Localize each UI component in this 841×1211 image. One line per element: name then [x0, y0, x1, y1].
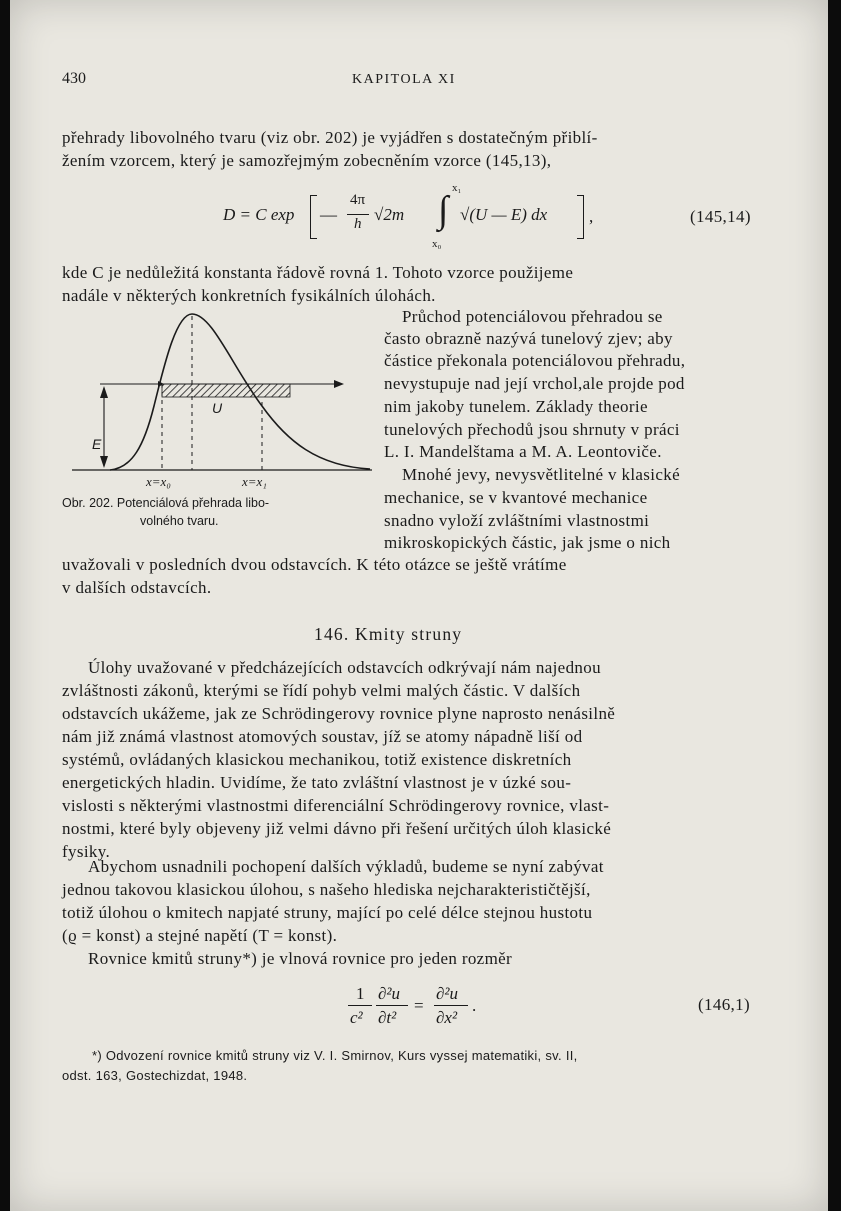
label-x1: x=x₁ [242, 474, 267, 489]
eq2-f1-bar [348, 1005, 372, 1006]
para5-line4: (ϱ = konst) a stejné napětí (T = konst). [62, 926, 338, 945]
eq1-lhs: D = C exp [223, 205, 295, 224]
footnote-line2: odst. 163, Gostechizdat, 1948. [62, 1068, 248, 1083]
eq1-sqrt2: √(U — E) dx [460, 205, 548, 224]
eq2-number: (146,1) [698, 995, 751, 1014]
eq1-frac-num: 4π [350, 192, 366, 208]
para5-line1: Abychom usnadnili pochopení dalších výkladů, budeme se nyní zabývat [88, 857, 604, 876]
tunnel-region [162, 384, 290, 397]
potential-barrier-plot [72, 306, 382, 491]
eq1-comma: , [589, 207, 594, 226]
eq1-minus: — [320, 205, 337, 224]
right-col-line10: snadno vyloží zvláštními vlastnostmi [384, 511, 650, 530]
eq2-f3-num: ∂²u [436, 984, 458, 1003]
eq2-f1-num: 1 [356, 984, 365, 1003]
figure-202 [72, 306, 382, 491]
para4-line8: nostmi, které byly objeveny již velmi dávno při řešení určitých úloh klasické [62, 819, 612, 838]
para4-line5: systémů, ovládaných klasickou mechanikou, totiž existence diskretních [62, 750, 572, 769]
eq1-right-bracket [577, 195, 584, 239]
para2-line1: kde C je nedůležitá konstanta řádově rovná 1. Tohoto vzorce použijeme [62, 263, 574, 282]
eq2-equals: = [414, 996, 424, 1015]
right-col-line11: mikroskopických částic, jak jsme o nich [384, 533, 671, 552]
para4-line3: odstavcích ukážeme, jak ze Schrödingerovy rovnice plyne naprosto nenásilně [62, 704, 616, 723]
book-page [10, 0, 828, 1211]
label-x0: x=x₀ [146, 474, 171, 489]
para3-line1: uvažovali v posledních dvou odstavcích. K této otázce se ještě vrátíme [62, 555, 567, 574]
para5-line2: jednou takovou klasickou úlohou, s našeho hlediska nejcharakterističtější, [62, 880, 591, 899]
eq2-f3-bar [434, 1005, 468, 1006]
right-col-line7: L. I. Mandelštama a M. A. Leontoviče. [384, 442, 662, 461]
footnote-line1: *) Odvození rovnice kmitů struny viz V. I. Smirnov, Kurs vyssej matematiki, sv. II, [92, 1048, 578, 1063]
para2-line2: nadále v některých konkretních fysikálních úlohách. [62, 286, 436, 305]
eq1-left-bracket [310, 195, 317, 239]
right-col-line9: mechanice, se v kvantové mechanice [384, 488, 648, 507]
right-col-line1: Průchod potenciálovou přehradou se [402, 307, 663, 326]
para4-line1: Úlohy uvažované v předcházejících odstavcích odkrývají nám najednou [88, 658, 601, 677]
label-E: E [92, 436, 102, 452]
right-col-line2: často obrazně nazývá tunelový zjev; aby [384, 329, 673, 348]
eq1-frac-bar [347, 214, 369, 215]
eq2-f2-num: ∂²u [378, 984, 400, 1003]
para4-line6: energetických hladin. Uvidíme, že tato zvláštní vlastnost je v úzké sou- [62, 773, 572, 792]
eq2-f1-den: c² [350, 1008, 363, 1027]
para1-line1: přehrady libovolného tvaru (viz obr. 202) je vyjádřen s dostatečným přiblí- [62, 128, 598, 147]
para1-line2: žením vzorcem, který je samozřejmým zobecněním vzorce (145,13), [62, 151, 552, 170]
eq1-number: (145,14) [690, 207, 751, 226]
eq2-f2-bar [376, 1005, 408, 1006]
para3-line2: v dalších odstavcích. [62, 578, 212, 597]
eq1-integral: ∫ [438, 189, 449, 231]
right-col-line4: nevystupuje nad její vrchol,ale projde pod [384, 374, 685, 393]
para4-line7: vislosti s některými vlastnostmi diferenciální Schrödingerovy rovnice, vlast- [62, 796, 610, 815]
eq1-frac-den: h [354, 216, 362, 232]
right-col-line6: tunelových přechodů jsou shrnuty v práci [384, 420, 680, 439]
eq1-lower-limit: x₀ [432, 238, 442, 250]
para4-line2: zvláštnosti zákonů, kterými se řídí pohyb velmi malých částic. V dalších [62, 681, 581, 700]
para6: Rovnice kmitů struny*) je vlnová rovnice pro jeden rozměr [88, 949, 513, 968]
right-col-line8: Mnohé jevy, nevysvětlitelné v klasické [402, 465, 680, 484]
eq2-f3-den: ∂x² [436, 1008, 458, 1027]
figure-caption-line2: volného tvaru. [140, 514, 219, 528]
eq2-f2-den: ∂t² [378, 1008, 397, 1027]
eq1-sqrt1: √2m [374, 205, 405, 224]
para4-line4: nám již známá vlastnost atomových soustav, jíž se atomy nápadně liší od [62, 727, 583, 746]
para4-line9: fysiky. [62, 842, 111, 861]
eq2-dot: . [472, 996, 477, 1015]
energy-arrow [334, 380, 344, 388]
page-number: 430 [62, 70, 86, 87]
right-col-line3: částice překonala potenciálovou přehradu, [384, 351, 686, 370]
label-U: U [212, 400, 223, 416]
figure-caption-line1: Obr. 202. Potenciálová přehrada libo- [62, 496, 270, 510]
eq1-upper-limit: x₁ [452, 182, 462, 194]
para5-line3: totiž úlohou o kmitech napjaté struny, mající po celé délce stejnou hustotu [62, 903, 593, 922]
section-heading: 146. Kmity struny [314, 624, 463, 644]
right-col-line5: nim jakoby tunelem. Základy theorie [384, 397, 648, 416]
running-head: KAPITOLA XI [352, 72, 456, 87]
